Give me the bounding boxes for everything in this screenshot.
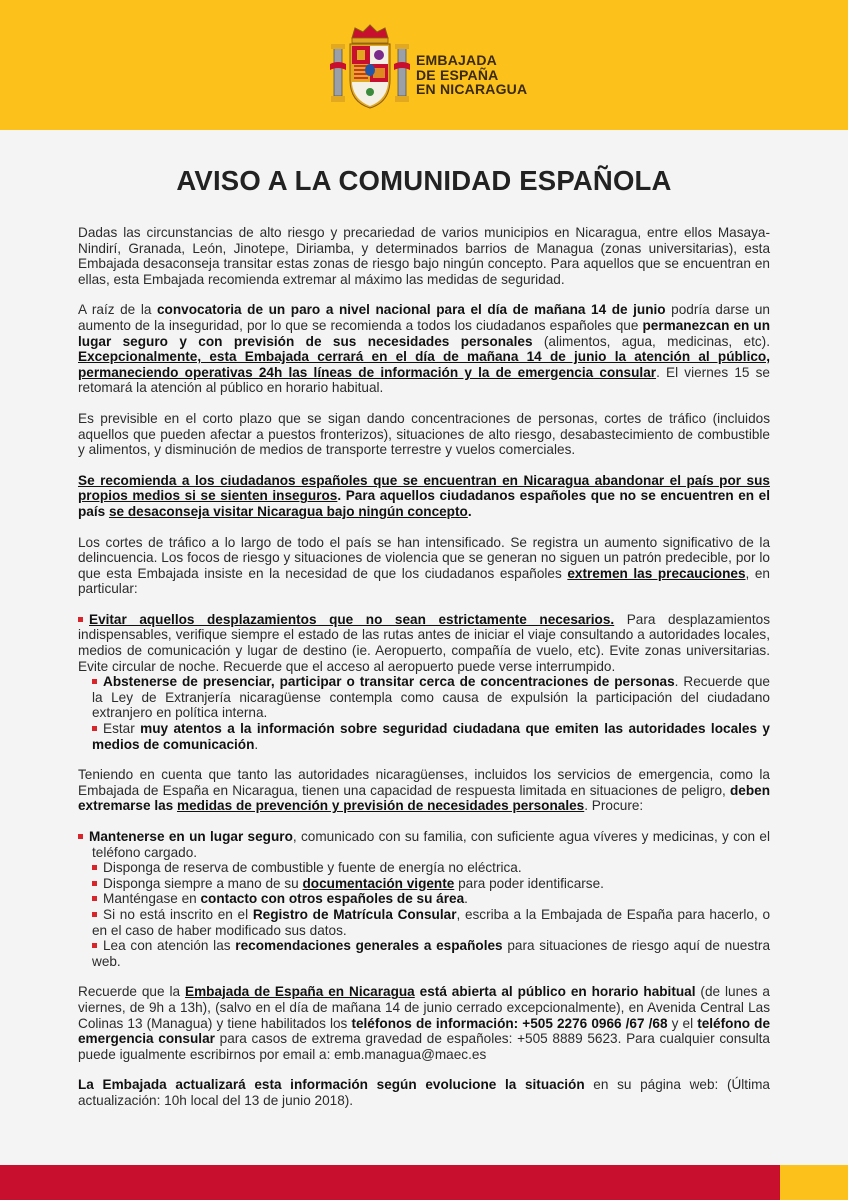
bullet-icon (92, 865, 97, 870)
text: Si no está inscrito en el (103, 906, 253, 922)
text: Teniendo en cuenta que tanto las autoridades nicaragüenses, incluidos los servicios de emergencia, como la Embajada de España en Nicaragua, tienen una capacidad de respuesta limitada en situaciones de peligro, (78, 767, 770, 798)
text: en su página web: (Última actualización: 10h local del 13 de junio 2018). (78, 1077, 770, 1108)
text: Los cortes de tráfico a lo largo de todo el país se han intensificado. Se registra un aumento significativo de la delincuencia. Los focos de riesgo y situaciones de violencia que se generan no siguen un patrón predecible, por lo que esta Embajada insiste en la necesidad de que los ciudadanos españoles (78, 534, 770, 581)
paragraph-limited-response (78, 767, 770, 814)
text: . Recuerde que la Ley de Extranjería nicaragüense contempla como causa de expulsión la participación del ciudadano extranjero en política interna. (92, 674, 770, 721)
text: Para desplazamientos indispensables, verifique siempre el estado de las rutas antes de iniciar el viaje consultando a autoridades locales, medios de comunicación y lugar de destino (ie. Aeropuerto, compañía de vuelo, etc). Evite zonas universitarias. Evite circular de noche. Recuerde que el acceso al aeropuerto puede verse interrumpido. (78, 611, 771, 674)
text: Disponga siempre a mano de su (103, 875, 303, 891)
leave-country-highlight: Se recomienda a los ciudadanos españoles que se encuentran en Nicaragua abandonar el país por sus propios medios si se sienten inseguros (78, 472, 770, 504)
list-item (92, 938, 770, 969)
embassy-name-line-3: EN NICARAGUA (416, 81, 528, 97)
embassy-name (416, 53, 527, 97)
text: deben extremarse las (78, 782, 770, 814)
stay-safe-highlight: permanezcan en un lugar seguro y con previsión de sus necesidades personales (78, 317, 770, 349)
footer-yellow-band (780, 1165, 848, 1200)
bullet-icon (92, 881, 97, 886)
bullet-icon (92, 912, 97, 917)
text: . Procure: (584, 798, 644, 814)
text: y el (667, 1015, 698, 1031)
text: . (467, 503, 472, 519)
text: . (254, 736, 259, 752)
text: para poder identificarse. (454, 875, 604, 891)
text: . Para aquellos ciudadanos españoles que no se encuentren en el país (78, 488, 771, 519)
list-item (78, 612, 770, 674)
list-item (92, 907, 770, 938)
text: , escriba a la Embajada de España para hacerlo, o en el caso de haber modificado sus datos. (92, 906, 770, 938)
text: (alimentos, agua, medicinas, etc). (532, 333, 770, 349)
emergency-phone-label: teléfono de emergencia consular (78, 1015, 770, 1047)
list-item (78, 829, 770, 860)
bullet-icon (92, 726, 97, 731)
text: , comunicado con su familia, con suficiente agua víveres y medicinas, y con el teléfono cargado. (92, 829, 770, 860)
text: para situaciones de riesgo aquí de nuestra web. (92, 938, 770, 969)
do-not-visit-highlight: se desaconseja visitar Nicaragua bajo ningún concepto (108, 503, 468, 519)
update-highlight: La Embajada actualizará esta información según evolucione la situación (78, 1077, 585, 1093)
text: Lea con atención las (103, 938, 236, 954)
footer-red-band (0, 1165, 848, 1200)
text: podría darse un aumento de la inseguridad, por lo que se recomienda a todos los ciudadanos españoles que (78, 302, 770, 333)
embassy-name-line-2: DE ESPAÑA (416, 66, 499, 83)
bullet-icon (78, 834, 83, 839)
documents-highlight: documentación vigente (302, 875, 455, 891)
paragraph-risk-zones: Dadas las circunstancias de alto riesgo y precariedad de varios municipios en Nicaragua, entre ellos Masaya-Nindirí, Granada, León, Jinotepe, Diriamba, y determinados barrios de Managua (zonas universitarias), esta Embajada desaconseja transitar estas zonas de riesgo bajo ningún concepto. Para aquellos que se encuentran en ellas, esta Embajada recomienda extremar al máximo las medidas de seguridad. (78, 225, 770, 287)
list-item (92, 891, 770, 907)
text: (de lunes a viernes, de 9h a 13h), (salvo en el día de mañana 14 de junio cerrado excepcionalmente), en Avenida Central Las Colinas 13 (Managua) y tiene habilitados los (78, 984, 770, 1031)
text: Estar (103, 721, 141, 737)
avoid-travel-highlight: Evitar aquellos desplazamientos que no sean estrictamente necesarios. (89, 611, 615, 627)
text: . (464, 891, 468, 907)
paragraph-update (78, 1077, 770, 1108)
recommendations-link[interactable]: recomendaciones generales a españoles (235, 938, 503, 954)
bullet-icon (92, 943, 97, 948)
bullet-icon (92, 679, 97, 684)
text: para casos de extrema gravedad de españoles: +505 8889 5623. Para cualquier consulta puede igualmente escribirnos por email a: emb.managua@maec.es (78, 1031, 770, 1062)
info-phones: teléfonos de información: +505 2276 0966 /67 /68 (351, 1015, 668, 1031)
notice-body (78, 225, 770, 1124)
prevention-highlight: medidas de prevención y previsión de necesidades personales (177, 798, 585, 814)
text: Disponga de reserva de combustible y fuente de energía no eléctrica. (103, 860, 522, 876)
text: Manténgase en (103, 891, 201, 907)
contact-highlight: contacto con otros españoles de su área (200, 891, 465, 907)
embassy-name-line-1: EMBAJADA (416, 52, 497, 68)
header-banner (0, 0, 848, 130)
list-item (92, 674, 770, 721)
bullet-icon (78, 617, 83, 622)
paragraph-strike (78, 302, 770, 396)
safe-place-highlight: Mantenerse en un lugar seguro (89, 829, 293, 844)
registry-highlight: Registro de Matrícula Consular (252, 906, 457, 922)
closure-highlight: Excepcionalmente, esta Embajada cerrará en el día de mañana 14 de junio la atención al público, permaneciendo operativas 24h las líneas de información y la de emergencia consular (78, 349, 770, 380)
text: A raíz de la (78, 302, 157, 318)
paragraph-contact (78, 984, 770, 1062)
coat-of-arms-icon (330, 24, 410, 110)
page-title: AVISO A LA COMUNIDAD ESPAÑOLA (176, 165, 672, 196)
list-item (92, 721, 770, 752)
text: Recuerde que la (78, 984, 185, 1000)
embassy-highlight: Embajada de España en Nicaragua (185, 984, 415, 1000)
paragraph-precautions (78, 535, 770, 597)
text: . El viernes 15 se retomará la atención al público en horario habitual. (78, 364, 770, 396)
strike-highlight: convocatoria de un paro a nivel nacional para el día de mañana 14 de junio (156, 302, 666, 318)
bullet-icon (92, 896, 97, 901)
stay-informed-highlight: muy atentos a la información sobre seguridad ciudadana que emiten las autoridades locales y medios de comunicación (92, 721, 770, 752)
crowds-highlight: Abstenerse de presenciar, participar o transitar cerca de concentraciones de personas (103, 674, 675, 690)
precautions-highlight: extremen las precauciones (567, 565, 746, 581)
paragraph-forecast: Es previsible en el corto plazo que se sigan dando concentraciones de personas, cortes de tráfico (incluidos aquellos que pueden afectar a puestos fronterizos), situaciones de alto riesgo, desabastecimiento de combustible y alimentos, y disminución de medios de transporte terrestre y vuelos comerciales. (78, 410, 770, 458)
text: está abierta al público en horario habitual (414, 984, 696, 1000)
text: , en particular: (78, 565, 770, 597)
list-item (92, 860, 770, 876)
paragraph-leave-country (78, 473, 770, 520)
list-item (92, 876, 770, 892)
